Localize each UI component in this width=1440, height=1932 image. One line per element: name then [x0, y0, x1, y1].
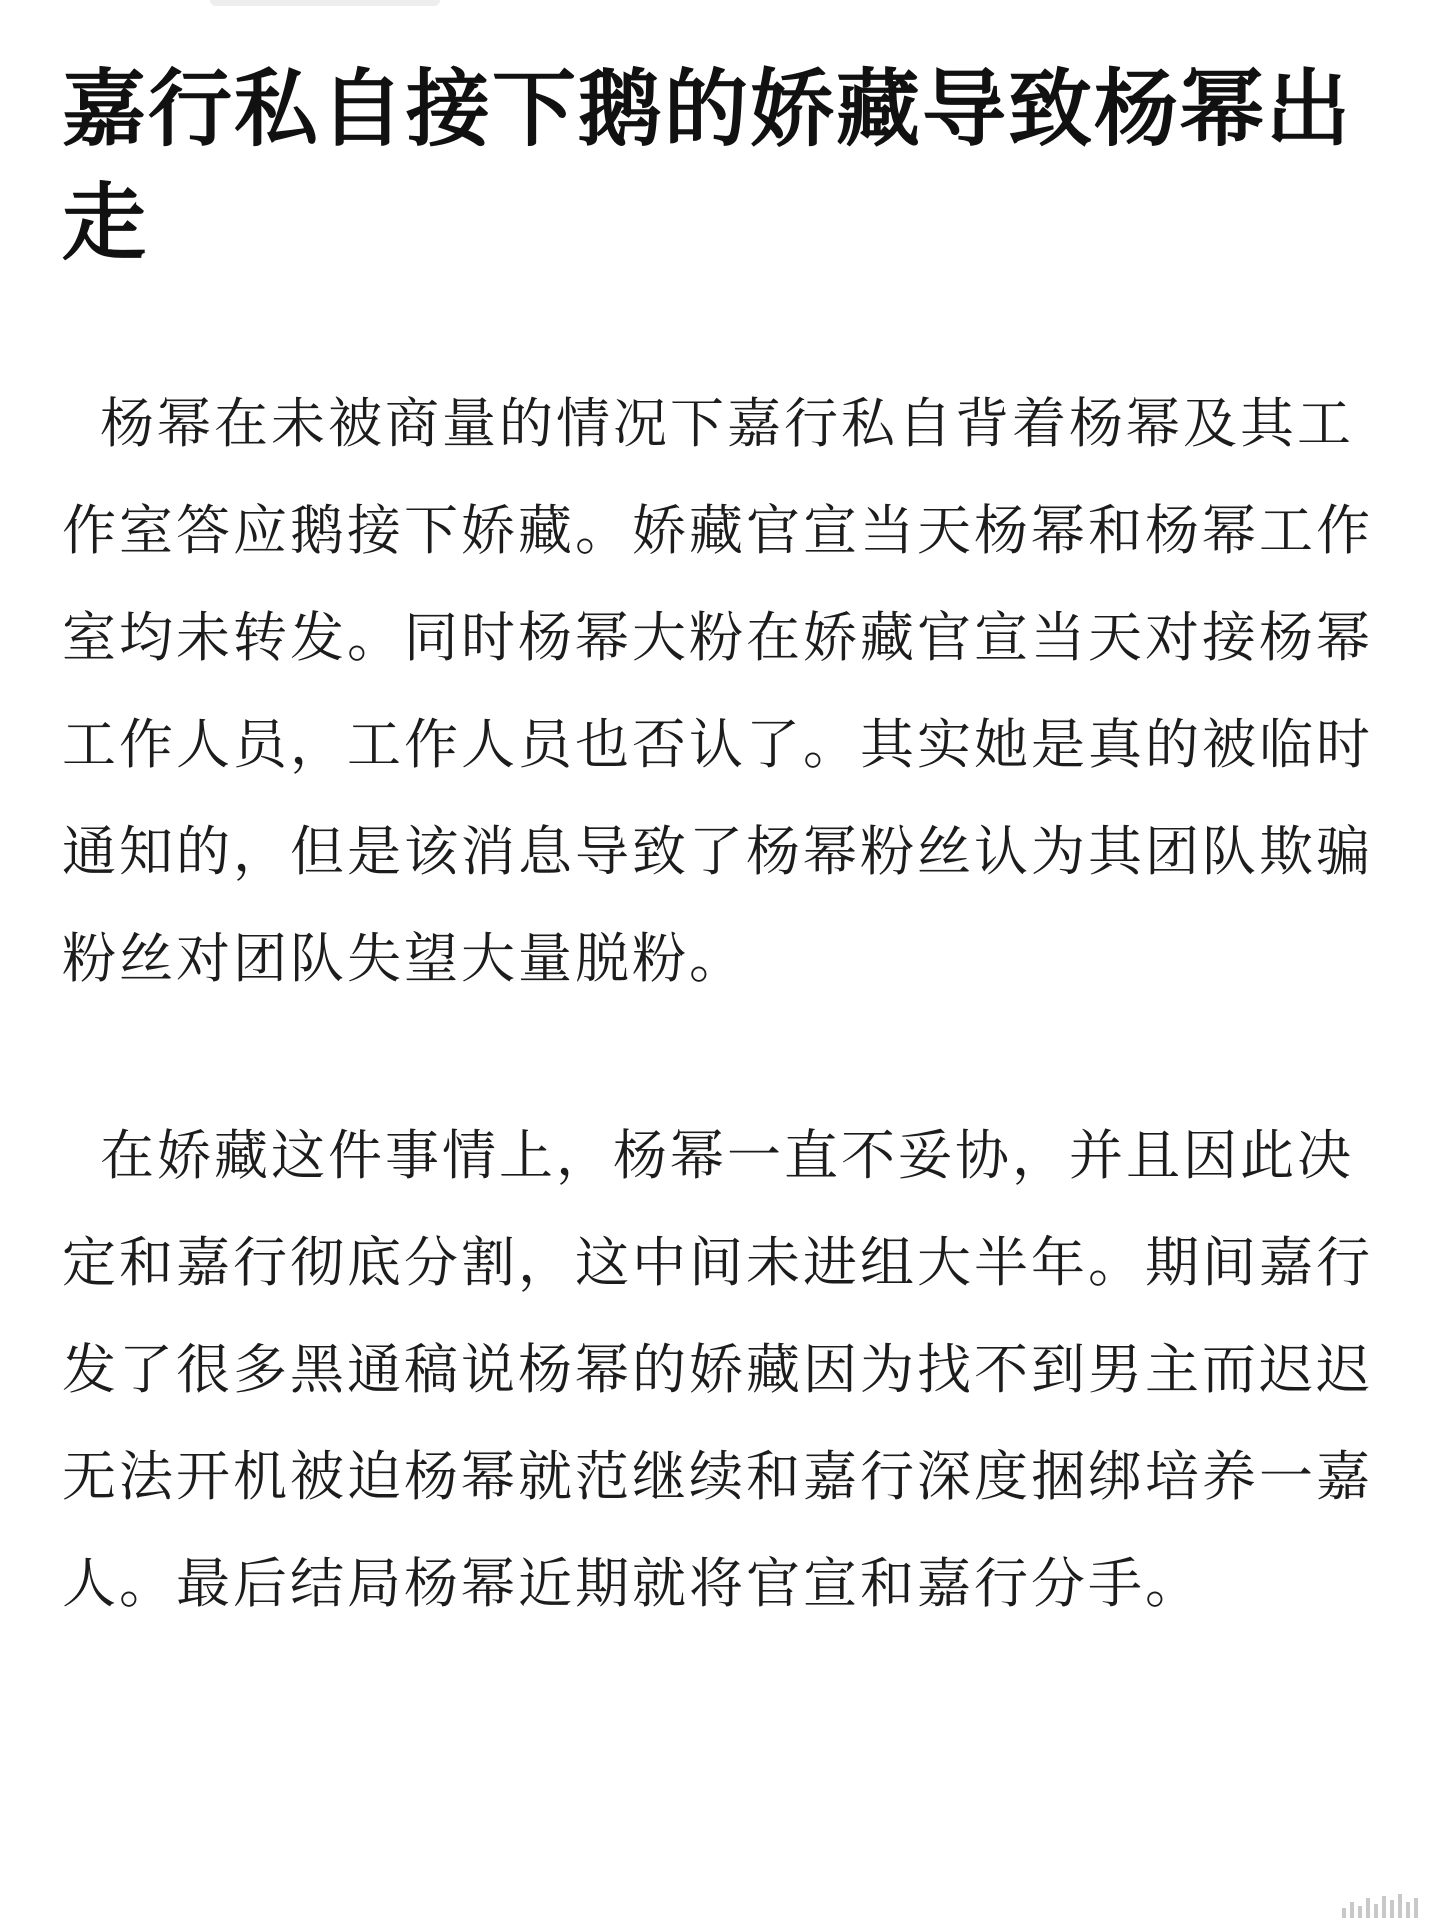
article-title: 嘉行私自接下鹅的娇藏导致杨幂出走 — [62, 60, 1353, 272]
top-edge-decoration — [210, 0, 440, 6]
watermark-bars-icon — [1342, 1894, 1418, 1918]
article — [62, 52, 1382, 1637]
article-paragraph-2: 在娇藏这件事情上，杨幂一直不妥协，并且因此决定和嘉行彻底分割，这中间未进组大半年。期间嘉行发了很多黑通稿说杨幂的娇藏因为找不到男主而迟迟无法开机被迫杨幂就范继续和嘉行深度捆绑培养一嘉人。最后结局杨幂近期就将官宣和嘉行分手。 — [62, 1124, 1373, 1615]
article-paragraph-1: 杨幂在未被商量的情况下嘉行私自背着杨幂及其工作室答应鹅接下娇藏。娇藏官宣当天杨幂和杨幂工作室均未转发。同时杨幂大粉在娇藏官宣当天对接杨幂工作人员，工作人员也否认了。其实她是真的被临时通知的，但是该消息导致了杨幂粉丝认为其团队欺骗粉丝对团队失望大量脱粉。 — [62, 392, 1373, 990]
